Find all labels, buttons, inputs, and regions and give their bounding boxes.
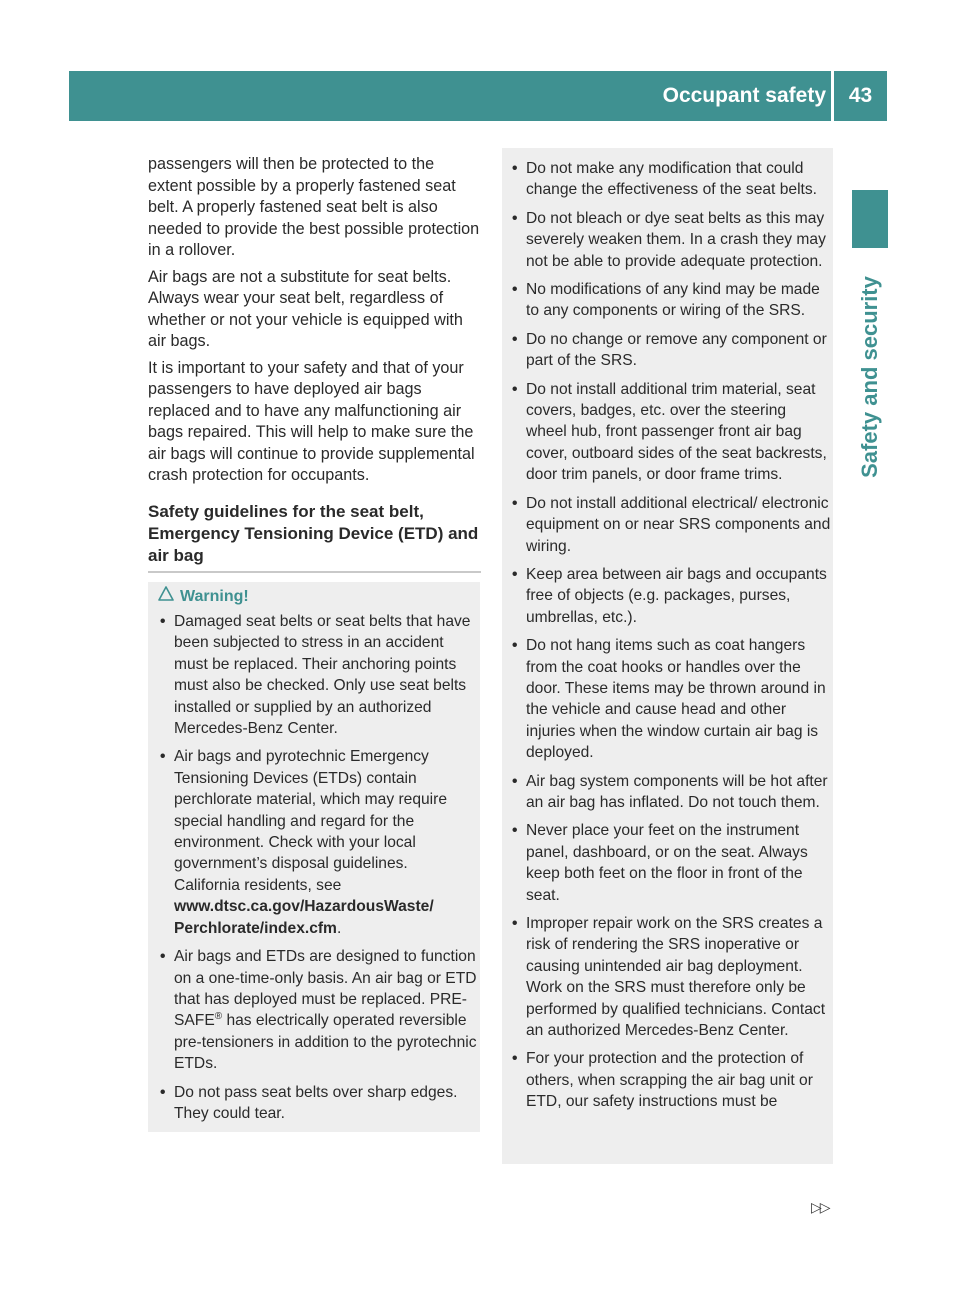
safety-list bbox=[511, 158, 831, 1120]
list-item-text: Air bags and ETDs are designed to function on a one-time-only basis. An air bag or ETD that has deployed must be replaced. PRE-SAFE bbox=[174, 948, 477, 1030]
list-item: • Do not hang items such as coat hangers from the coat hooks or handles over the door. These items may be thrown around in the vehicle and cause head and other injuries when the window curtain air bag is deployed. bbox=[511, 635, 831, 763]
left-column bbox=[148, 154, 481, 573]
section-title: Occupant safety bbox=[662, 84, 826, 107]
list-item: • Never place your feet on the instrument panel, dashboard, or on the seat. Always keep both feet on the floor in front of the seat. bbox=[511, 820, 831, 906]
list-item-text: Air bags and pyrotechnic Emergency Tensioning Devices (ETDs) contain perchlorate material, which may require special handling and regard for the environment. Check with your local government’s disposal guidelines. California residents, see bbox=[174, 748, 448, 894]
list-item: • Do not install additional trim material, seat covers, badges, etc. over the steering wheel hub, front passenger front air bag cover, outboard sides of the seat backrests, door trim panels, or door frame trims. bbox=[511, 379, 831, 486]
warning-triangle-icon bbox=[158, 586, 180, 607]
list-item: • Improper repair work on the SRS creates a risk of rendering the SRS inoperative or causing unintended air bag deployment. Work on the SRS must therefore only be performed by qualified technicians. Contact an authorized Mercedes-Benz Center. bbox=[511, 913, 831, 1041]
list-item: • Do not bleach or dye seat belts as this may severely weaken them. In a crash they may not be able to provide adequate protection. bbox=[511, 208, 831, 272]
list-item: • Damaged seat belts or seat belts that have been subjected to stress in an accident must be replaced. Their anchoring points must also be checked. Only use seat belts installed or supplied by an authorized Mercedes-Benz Center. bbox=[159, 611, 477, 739]
disposal-guidelines-link[interactable]: www.dtsc.ca.gov/HazardousWaste/ Perchlorate/index.cfm bbox=[174, 898, 434, 937]
list-item bbox=[159, 946, 477, 1074]
list-item: • Air bag system components will be hot after an air bag has inflated. Do not touch them. bbox=[511, 771, 831, 814]
list-item: • Do not make any modification that could change the effectiveness of the seat belts. bbox=[511, 158, 831, 201]
list-item: • No modifications of any kind may be made to any components or wiring of the SRS. bbox=[511, 279, 831, 322]
paragraph: passengers will then be protected to the extent possible by a properly fastened seat belt. A properly fastened seat belt is also needed to provide the best possible protection in a rollover. bbox=[148, 155, 480, 259]
page-number: 43 bbox=[848, 84, 873, 107]
paragraph: It is important to your safety and that of your passengers to have deployed air bags replaced and to have any malfunctioning air bags repaired. This will help to make sure the air bags will continue to provide supplemental crash protection for occupants. bbox=[148, 358, 475, 484]
registered-mark: ® bbox=[214, 1011, 223, 1023]
list-item bbox=[159, 746, 477, 939]
list-item: • Do no change or remove any component or part of the SRS. bbox=[511, 329, 831, 372]
list-item-text: has electrically operated reversible pre-tensioners in addition to the pyrotechnic ETDs. bbox=[174, 1012, 477, 1073]
list-item: • Do not install additional electrical/ electronic equipment on or near SRS components and wiring. bbox=[511, 493, 831, 557]
warning-list bbox=[159, 611, 477, 1131]
paragraph: Air bags are not a substitute for seat belts. Always wear your seat belt, regardless of whether or not your vehicle is equipped with air bags. bbox=[148, 267, 463, 350]
chapter-tab bbox=[852, 262, 888, 492]
list-item-text: . bbox=[336, 919, 342, 937]
chapter-label: Safety and security bbox=[857, 276, 882, 478]
continue-arrows-icon: ▷▷ bbox=[811, 1199, 829, 1215]
list-item: • Do not pass seat belts over sharp edges. They could tear. bbox=[159, 1082, 477, 1125]
warning-title bbox=[158, 586, 249, 607]
chapter-tab-marker bbox=[852, 190, 888, 248]
warning-title-text: Warning! bbox=[180, 588, 249, 605]
list-item: • For your protection and the protection of others, when scrapping the air bag unit or ETD, our safety instructions must be bbox=[511, 1048, 831, 1112]
list-item: • Keep area between air bags and occupants free of objects (e.g. packages, purses, umbrellas, etc.). bbox=[511, 564, 831, 628]
section-heading: Safety guidelines for the seat belt, Emergency Tensioning Device (ETD) and air bag bbox=[148, 501, 481, 573]
